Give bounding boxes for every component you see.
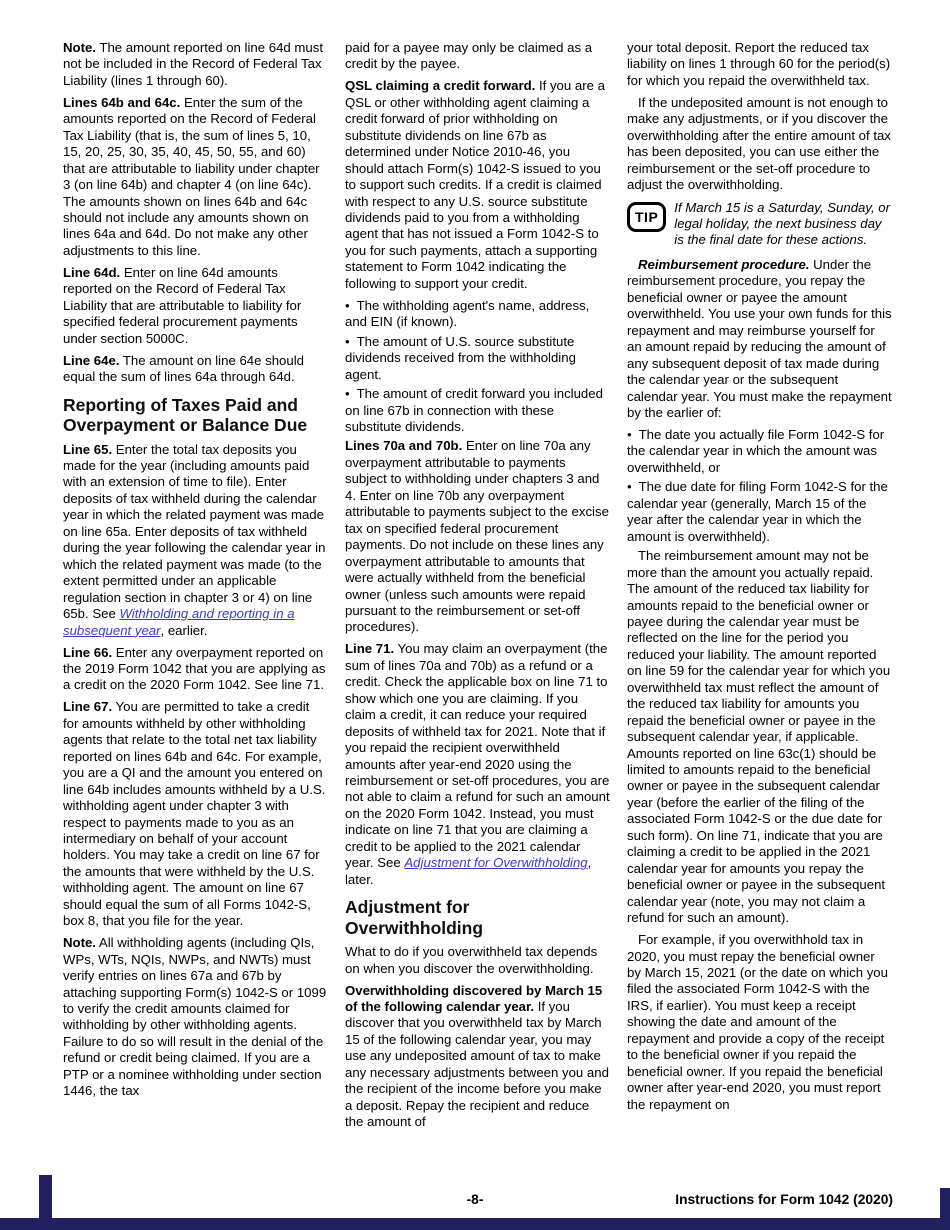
paragraph (345, 78, 610, 292)
lead-in-text: Line 67. (63, 699, 113, 715)
text-run: The amount reported on line 64d must not be included in the Record of Federal Tax Liability (lines 1 through 60). (63, 40, 323, 88)
paragraph (627, 40, 892, 89)
text-run: Enter on line 70a any overpayment attributable to payments subject to withholding under chapters 3 and 4. Enter on line 70b any overpayment attributable to payments subject to the excise tax on specified federal procurement payments. Do not include on these lines any overpayment attributable to amounts that were actually withheld from the beneficial owner (unless such amounts were repaid pursuant to the reimbursement or set-off procedures). (345, 438, 609, 635)
paragraph (345, 983, 610, 1131)
text-run: You are permitted to take a credit for amounts withheld by other withholding agents that relate to the total net tax liability reported on lines 64b and 64c. For example, you are a QI and the amount you entered on line 64b includes amounts withheld by a U.S. withholding agent under chapter 3 with respect to payments made to you as an intermediary on behalf of your account holders. You may take a credit on line 67 for the amounts that were withheld by the U.S. withholding agent. The amount on line 67 should equal the sum of all Forms 1042-S, box 8, that you file for the year. (63, 699, 326, 929)
paragraph (63, 40, 328, 89)
text-run: Enter any overpayment reported on the 2019 Form 1042 that you are applying as a credit on the 2020 Form 1042. See line 71. (63, 644, 326, 693)
paragraph (63, 265, 328, 347)
lead-in-text: Overwithholding discovered by March 15 of the following calendar year. (345, 982, 603, 1015)
lead-in-text: QSL claiming a credit forward. (345, 78, 536, 94)
column-1 (63, 40, 328, 1136)
bullet-icon: • (345, 386, 350, 402)
lead-in-text: Note. (63, 40, 96, 55)
bullet-item (345, 298, 610, 331)
lead-in-text: Line 64d. (63, 264, 121, 280)
paragraph (63, 935, 328, 1100)
paragraph (627, 548, 892, 926)
text-run: The reimbursement amount may not be more than the amount you actually repaid. The amount of the reduced tax liability for amounts repaid to the beneficial owner or payee during the calendar year must be reflected on the line for the period you reduced your liability. The amount reported on line 59 for the calendar year for which you overwithheld tax must reflect the amount of the reduced tax liability for amounts you repaid the beneficial owner or payee in the subsequent calendar year, if applicable. Amounts reported on line 63c(1) should be limited to amounts repaid to the beneficial owner or payee in the subsequent calendar year (before the earlier of the filing of the associated Form 1042-S or the due date for such form). On line 71, indicate that you are claiming a credit to be applied in the 2021 calendar year for amounts you repay the beneficial owner or payee in the subsequent calendar year (note, you may not claim a refund for such an amount). (627, 548, 891, 926)
tip-icon: TIP (627, 202, 666, 232)
paragraph (627, 932, 892, 1113)
lead-in-text: Line 65. (63, 441, 113, 457)
lead-in-text: Lines 70a and 70b. (345, 438, 463, 454)
inline-link[interactable]: Adjustment for Overwithholding (404, 855, 588, 871)
column-3 (627, 40, 892, 1136)
text-run: If March 15 is a Saturday, Sunday, or legal holiday, the next business day is the final date for these actions. (674, 199, 891, 248)
section-heading: Adjustment for Overwithholding (345, 897, 484, 938)
footer-title: Instructions for Form 1042 (2020) (675, 1192, 893, 1207)
paragraph (63, 353, 328, 386)
bullet-icon: • (627, 426, 632, 442)
column-2 (345, 40, 610, 1136)
page-footer (0, 1192, 950, 1210)
bullet-item (345, 386, 610, 435)
paragraph (345, 438, 610, 635)
text-run: The due date for filing Form 1042-S for the calendar year (generally, March 15 of the year after the calendar year in which the amount is overwithheld). (627, 479, 888, 544)
text-run: Enter the total tax deposits you made for the year (including amounts paid with an extension of time to file). Enter deposits of tax withheld during the calendar year in which the related payment was made on line 65a. Enter deposits of tax withheld during the year following the calendar year in which the related payment was made (to the extent permitted under an applicable regulation section in chapter 3 or 4) on line 65b. See (63, 441, 326, 622)
paragraph (63, 699, 328, 929)
text-run: If you are a QSL or other withholding agent claiming a credit forward of prior withholding on substitute dividends on line 67b as determined under Notice 2010-46, you should attach Form(s) 1042-S issued to you to support such credits. If a credit is claimed with respect to any U.S. source substitute dividends paid to you from a withholding agent that has not issued a Form 1042-S to you for such payments, attach a supporting statement to Form 1042 indicating the following to support your credit. (345, 78, 605, 291)
bullet-icon: • (345, 333, 350, 349)
text-run: Enter on line 64d amounts reported on the Record of Federal Tax Liability that are attributable to liability for specified federal procurement payments under section 5000C. (63, 264, 302, 346)
text-run: Under the reimbursement procedure, you repay the beneficial owner or payee the amount overwithheld. You use your own funds for this repayment and may reimburse yourself for an amount repaid by reducing the amount of any subsequent deposit of tax made during the calendar year or the subsequent calendar year. You must make the repayment by the earlier of: (627, 256, 892, 421)
page-number: -8- (466, 1192, 484, 1207)
paragraph (63, 442, 328, 639)
text-run: , earlier. (160, 622, 208, 638)
paragraph (627, 257, 892, 422)
text-run: your total deposit. Report the reduced tax liability on lines 1 through 60 for the period(s) for which you repaid the overwithheld tax. (627, 40, 891, 88)
section-heading: Reporting of Taxes Paid and Overpayment or Balance Due (63, 394, 308, 436)
bullet-item (627, 427, 892, 476)
bullet-icon: • (345, 297, 350, 313)
lead-in-text: Note. (63, 935, 96, 951)
text-run: If you discover that you overwithheld tax by March 15 of the following calendar year, you may use any undeposited amount of tax to make any necessary adjustments between you and the recipient of the income before you make a deposit. Repay the recipient and reduce the amount of (345, 999, 609, 1130)
text-run: All withholding agents (including QIs, WPs, WTs, NQIs, NWPs, and NWTs) must verify entries on lines 67a and 67b by attaching supporting Form(s) 1042-S or 1099 to verify the credit amounts claimed for withholding by other withholding agents. Failure to do so will result in the denial of the refund or credit being claimed. If you are a PTP or a nominee withholding under section 1446, the tax (63, 935, 327, 1099)
bullet-item (345, 334, 610, 383)
lead-in-text: Lines 64b and 64c. (63, 94, 181, 110)
paragraph (63, 95, 328, 260)
inline-link[interactable]: Withholding and reporting in a subsequent year (63, 606, 295, 638)
paragraph (627, 95, 892, 194)
paragraph (345, 944, 610, 977)
lead-in-text: Line 64e. (63, 352, 120, 368)
text-run: Enter the sum of the amounts reported on the Record of Federal Tax Liability (that is, the sum of lines 5, 10, 15, 20, 25, 30, 35, 40, 45, 50, 55, and 60) that are attributable to liability under chapter 3 (on line 64b) and chapter 4 (on line 64c). The amounts shown on lines 64b and 64c should not include any amounts shown on lines 64a and 64d. Do not make any other adjustments to this line. (63, 94, 320, 258)
lead-in-text: Line 71. (345, 641, 395, 657)
text-run: The withholding agent's name, address, and EIN (if known). (345, 297, 590, 330)
text-run: The amount of U.S. source substitute dividends received from the withholding agent. (345, 333, 576, 382)
bullet-icon: • (627, 479, 632, 495)
columns-container (63, 40, 893, 1136)
text-run: paid for a payee may only be claimed as a credit by the payee. (345, 40, 593, 72)
text-run: What to do if you overwithheld tax depends on when you discover the overwithholding. (345, 944, 598, 976)
bottom-edge-bar (0, 1218, 950, 1230)
paragraph (345, 40, 610, 73)
paragraph (63, 645, 328, 694)
text-run: The amount on line 64e should equal the sum of lines 64a through 64d. (63, 352, 304, 385)
text-run: , later. (345, 855, 592, 887)
bullet-item (627, 479, 892, 545)
text-run: For example, if you overwithhold tax in 2020, you must repay the beneficial owner by March 15, 2021 (or the date on which you filed the associated Form 1042-S with the IRS, if earlier). You must keep a receipt showing the date and amount of the repayment and provide a copy of the receipt to the beneficial owner if you repaid the beneficial owner. If you repaid the beneficial owner after year-end 2020, you must report the repayment on (627, 932, 888, 1112)
lead-in-text: Line 66. (63, 644, 113, 660)
text-run: If the undeposited amount is not enough to make any adjustments, or if you discover the overwithholding after the entire amount of tax has been deposited, you can use either the reimbursement or the set-off procedure to adjust the overwithholding. (627, 94, 891, 193)
text-run: The amount of credit forward you included on line 67b in connection with these substitute dividends. (345, 386, 603, 434)
text-run: The date you actually file Form 1042-S for the calendar year in which the amount was overwithheld, or (627, 426, 885, 475)
lead-in-text: Reimbursement procedure. (638, 256, 810, 272)
tip-callout (627, 200, 892, 249)
text-run: You may claim an overpayment (the sum of lines 70a and 70b) as a refund or a credit. Check the applicable box on line 71 to show which one you are claiming. If you claim a credit, it can reduce your required deposits of withheld tax for 2021. Note that if you repaid the recipient overwithheld amounts after year-end 2020 using the reimbursement or set-off procedures, you are not able to claim a refund for such an amount on the 2020 Form 1042. Instead, you must indicate on line 71 that you are claiming a credit to be applied to the 2021 calendar year. See (345, 641, 610, 871)
paragraph (345, 641, 610, 888)
